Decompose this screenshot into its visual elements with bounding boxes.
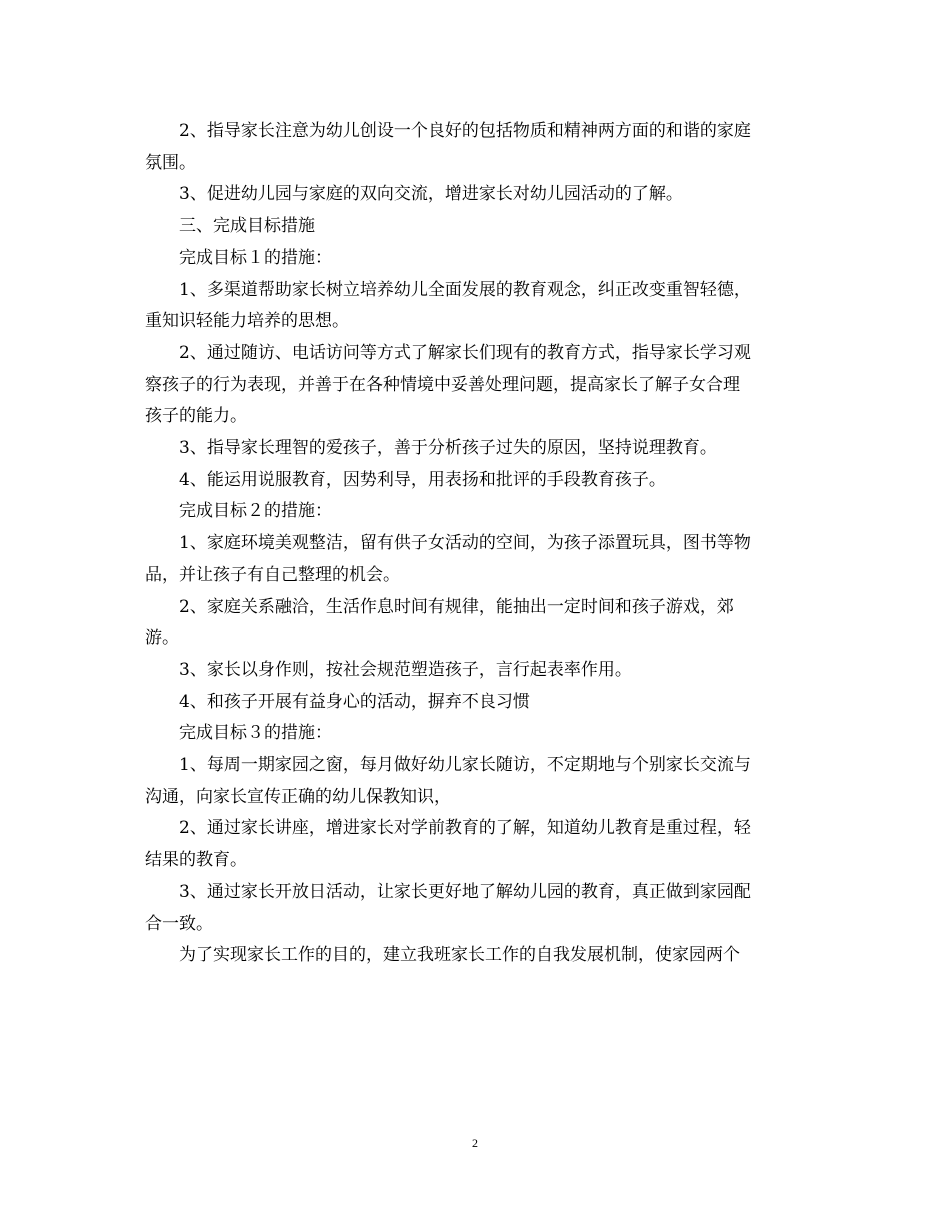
text-line: 品，并让孩子有自己整理的机会。 xyxy=(145,564,400,585)
text-line: 4、能运用说服教育，因势利导，用表扬和批评的手段教育孩子。 xyxy=(179,469,666,490)
paragraph xyxy=(145,687,810,719)
text-line: 3、促进幼儿园与家庭的双向交流，增进家长对幼儿园活动的了解。 xyxy=(179,184,683,205)
text-line: 氛围。 xyxy=(145,152,196,173)
paragraph xyxy=(145,338,810,433)
text-line: 合一致。 xyxy=(145,913,213,934)
text-line: 完成目标２的措施： xyxy=(179,501,332,522)
text-line: 结果的教育。 xyxy=(145,850,247,871)
page-number: 2 xyxy=(472,1136,478,1150)
text-line: 完成目标１的措施： xyxy=(179,247,332,268)
text-line: 1、多渠道帮助家长树立培养幼儿全面发展的教育观念，纠正改变重智轻德， xyxy=(179,279,751,300)
paragraph xyxy=(145,813,810,876)
text-line: 1、每周一期家园之窗，每月做好幼儿家长随访，不定期地与个别家长交流与 xyxy=(179,755,751,776)
text-line: 3、通过家长开放日活动，让家长更好地了解幼儿园的教育，真正做到家园配 xyxy=(179,881,751,902)
paragraph xyxy=(145,528,810,591)
paragraph xyxy=(145,655,810,687)
text-line: 重知识轻能力培养的思想。 xyxy=(145,311,349,332)
text-line: 4、和孩子开展有益身心的活动，摒弃不良习惯 xyxy=(179,691,530,712)
text-line: 游。 xyxy=(145,628,179,649)
paragraph xyxy=(145,592,810,655)
text-line: 完成目标３的措施： xyxy=(179,723,332,744)
text-line: 2、通过家长讲座，增进家长对学前教育的了解，知道幼儿教育是重过程，轻 xyxy=(179,818,751,839)
paragraph xyxy=(145,940,810,972)
paragraph xyxy=(145,275,810,338)
text-line: 3、家长以身作则，按社会规范塑造孩子，言行起表率作用。 xyxy=(179,659,632,680)
paragraph xyxy=(145,179,810,211)
document-body xyxy=(145,116,810,972)
paragraph xyxy=(145,243,810,275)
text-line: 沟通，向家长宣传正确的幼儿保教知识， xyxy=(145,786,451,807)
text-line: 1、家庭环境美观整洁，留有供子女活动的空间，为孩子添置玩具，图书等物 xyxy=(179,533,751,554)
text-line: 2、指导家长注意为幼儿创设一个良好的包括物质和精神两方面的和谐的家庭 xyxy=(179,121,751,141)
paragraph xyxy=(145,496,810,528)
paragraph xyxy=(145,433,810,465)
text-line: 2、通过随访、电话访问等方式了解家长们现有的教育方式，指导家长学习观 xyxy=(179,342,751,363)
paragraph xyxy=(145,116,810,179)
text-line: 察孩子的行为表现，并善于在各种情境中妥善处理问题，提高家长了解子女合理 xyxy=(145,374,740,395)
text-line: 2、家庭关系融洽，生活作息时间有规律，能抽出一定时间和孩子游戏，郊 xyxy=(179,596,734,617)
text-line: 孩子的能力。 xyxy=(145,406,247,427)
text-line: 3、指导家长理智的爱孩子，善于分析孩子过失的原因，坚持说理教育。 xyxy=(179,438,717,459)
text-line: 为了实现家长工作的目的，建立我班家长工作的自我发展机制，使家园两个 xyxy=(179,945,740,966)
paragraph xyxy=(145,465,810,497)
paragraph xyxy=(145,718,810,750)
paragraph xyxy=(145,877,810,940)
text-line: 三、完成目标措施 xyxy=(179,216,315,237)
paragraph xyxy=(145,211,810,243)
paragraph xyxy=(145,750,810,813)
